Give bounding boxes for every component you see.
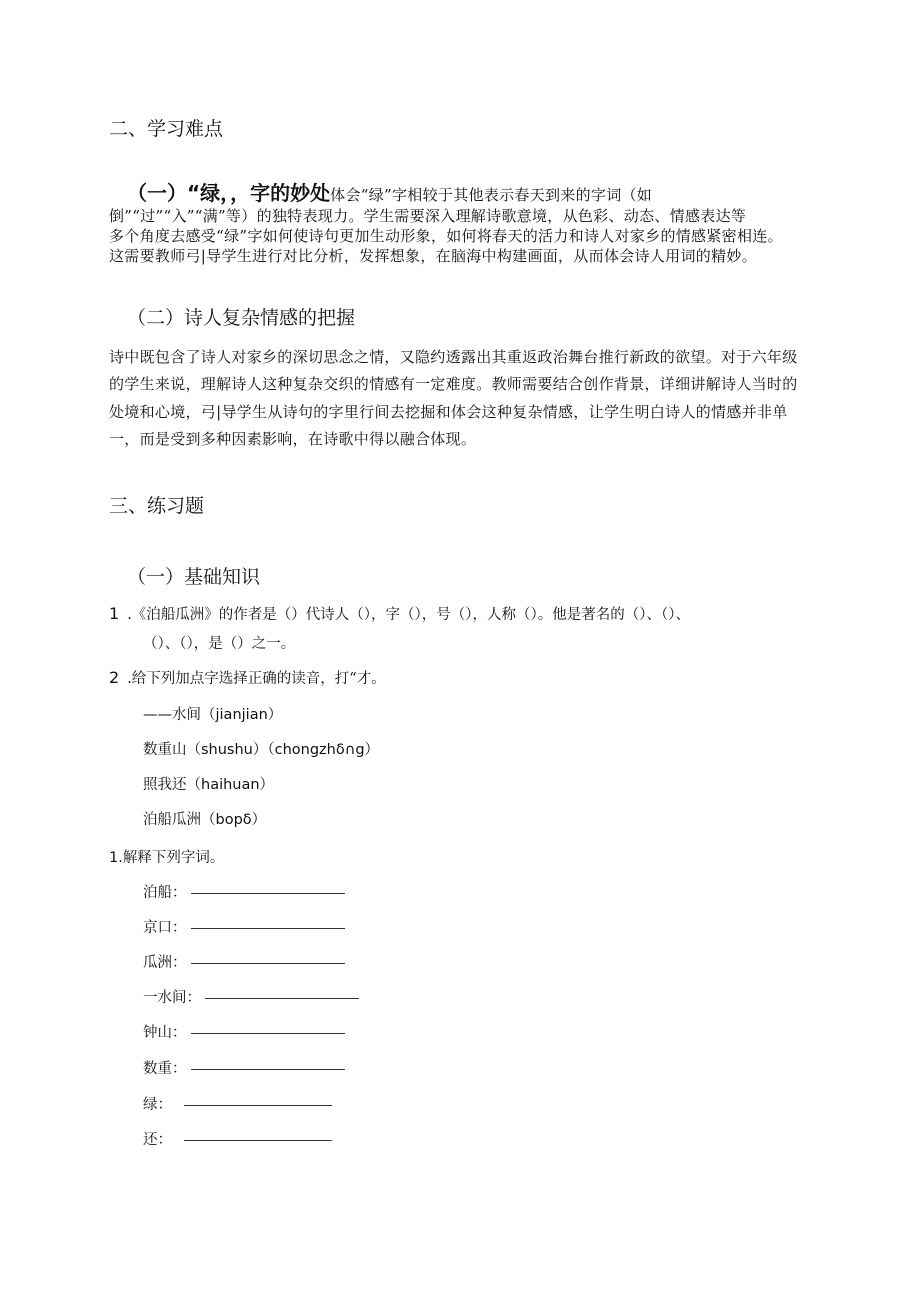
answer-blank[interactable] bbox=[191, 927, 345, 929]
term-row bbox=[143, 1128, 332, 1149]
subsection-title-emotion: （二）诗人复杂情感的把握 bbox=[127, 307, 356, 329]
subsection-title-basics: （一）基础知识 bbox=[127, 566, 261, 588]
section-title-difficulties: 二、学习难点 bbox=[109, 118, 224, 140]
term-row bbox=[143, 1021, 345, 1042]
question-3 bbox=[109, 846, 224, 867]
term-row bbox=[143, 1093, 332, 1114]
question-text: .给下列加点字选择正确的读音，打“才。 bbox=[127, 671, 386, 687]
answer-blank[interactable] bbox=[184, 1104, 332, 1106]
paragraph-line: 这需要教师弓|导学生进行对比分析，发挥想象，在脑海中构建画面，从而体会诗人用词的精妙。 bbox=[109, 247, 757, 265]
paragraph-line: 倒”“过”“入”“满”等）的独特表现力。学生需要深入理解诗歌意境，从色彩、动态、情感表达等 bbox=[109, 207, 747, 225]
term-row bbox=[143, 986, 359, 1007]
term-label: 钟山： bbox=[143, 1025, 187, 1041]
term-row bbox=[143, 916, 345, 937]
question-number: 2 bbox=[109, 668, 120, 687]
subsection-title-lv: （一）“绿，，字的妙处 bbox=[127, 181, 331, 205]
term-row bbox=[143, 951, 345, 972]
paragraph-line: 一，而是受到多种因素影响，在诗歌中得以融合体现。 bbox=[109, 430, 477, 448]
answer-blank[interactable] bbox=[191, 962, 345, 964]
answer-blank[interactable] bbox=[184, 1139, 332, 1141]
term-label: 京口： bbox=[143, 920, 187, 936]
term-label: 还： bbox=[143, 1132, 172, 1148]
pinyin-item: 照我还（haihuan） bbox=[143, 777, 275, 793]
pinyin-item: ——水间（jianjian） bbox=[143, 707, 283, 723]
answer-blank[interactable] bbox=[205, 997, 359, 999]
answer-blank[interactable] bbox=[191, 1032, 345, 1034]
term-row bbox=[143, 1057, 345, 1078]
answer-blank[interactable] bbox=[191, 1068, 345, 1070]
question-2 bbox=[109, 667, 386, 688]
question-1-cont: （）、（），是（）之一。 bbox=[143, 636, 296, 652]
paragraph-line: 体会“绿”字相较于其他表示春天到来的字词（如 bbox=[330, 186, 653, 204]
paragraph-line: 多个角度去感受“绿”字如何使诗句更加生动形象，如何将春天的活力和诗人对家乡的情感紧密相连。 bbox=[109, 227, 783, 245]
answer-blank[interactable] bbox=[191, 892, 345, 894]
question-number: 1. bbox=[109, 850, 123, 866]
term-row bbox=[143, 881, 345, 902]
pinyin-item: 数重山（shushu）（chongzhδ∩g） bbox=[143, 742, 380, 758]
term-label: 绿： bbox=[143, 1097, 172, 1113]
question-text: .《泊船瓜洲》的作者是（）代诗人（），字（），号（），人称（）。他是著名的（）、（）、 bbox=[127, 607, 691, 623]
question-1 bbox=[109, 603, 690, 624]
term-label: 数重： bbox=[143, 1061, 187, 1077]
question-text: 解释下列字词。 bbox=[122, 850, 225, 866]
term-label: 瓜洲： bbox=[143, 955, 187, 971]
paragraph-line: 诗中既包含了诗人对家乡的深切思念之情，又隐约透露出其重返政治舞台推行新政的欲望。对于六年级 bbox=[109, 348, 798, 366]
term-label: 一水间： bbox=[143, 990, 201, 1006]
section-title-exercises: 三、练习题 bbox=[109, 495, 205, 517]
pinyin-item: 泊船瓜洲（bopδ） bbox=[143, 812, 267, 828]
question-number: 1 bbox=[109, 604, 120, 623]
paragraph-line: 的学生来说，理解诗人这种复杂交织的情感有一定难度。教师需要结合创作背景，详细讲解诗人当时的 bbox=[109, 375, 798, 393]
subsection-1 bbox=[127, 177, 652, 206]
term-label: 泊船： bbox=[143, 885, 187, 901]
paragraph-line: 处境和心境，弓|导学生从诗句的字里行间去挖掘和体会这种复杂情感，让学生明白诗人的情感并非单 bbox=[109, 403, 788, 421]
